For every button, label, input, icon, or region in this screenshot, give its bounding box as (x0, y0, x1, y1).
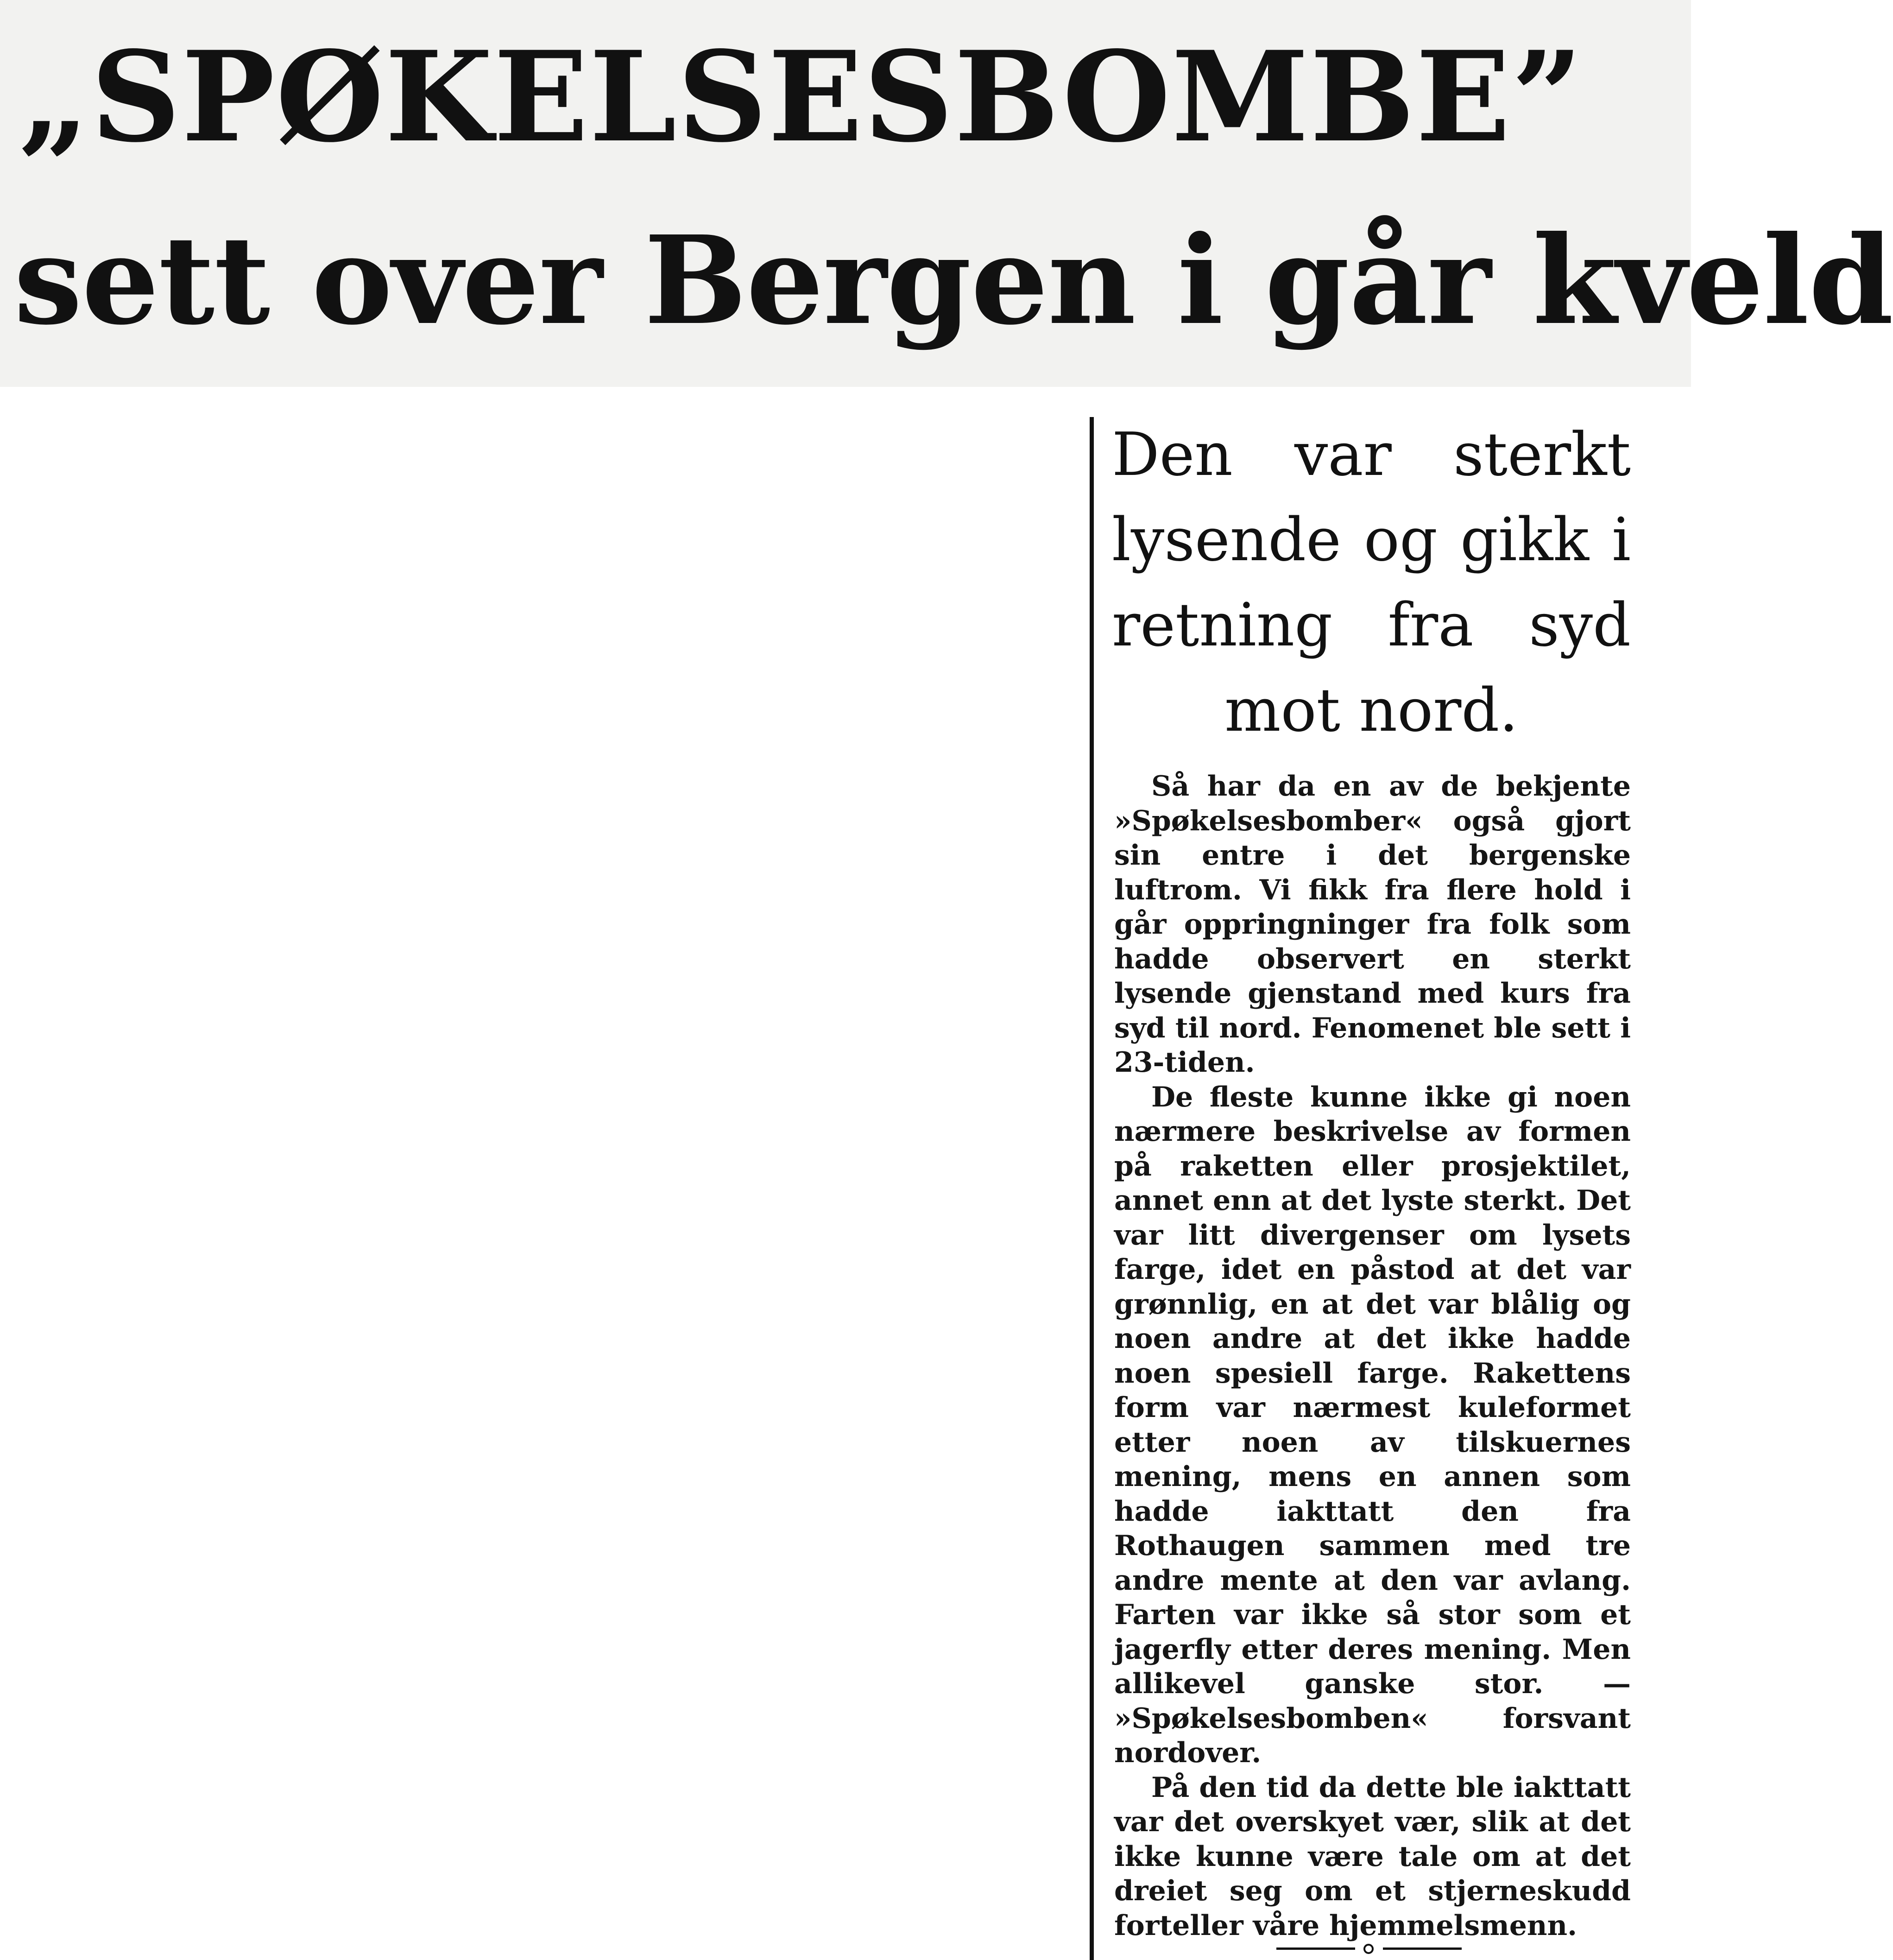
ornament-rule-right (1383, 1947, 1462, 1950)
ornament-rule-left (1276, 1947, 1355, 1950)
headline-line-2: sett over Bergen i går kveld (14, 209, 1893, 352)
article-body (1114, 769, 1631, 1943)
subheadline: Den var sterkt lysende og gikk i retning fra syd mot nord. (1112, 420, 1631, 745)
end-ornament (1276, 1944, 1462, 1953)
article-paragraph: De fleste kunne ikke gi noen nærmere beskrivelse av formen på raketten eller prosjektilet, annet enn at det lyste sterkt. Det var litt divergenser om lysets farge, idet en påstod at det var grønnlig, en at det var blålig og noen andre at det ikke hadde noen spesiell farge. Rakettens form var nærmest kuleformet etter noen av tilskuernes mening, mens en annen som hadde iakttatt den fra Rothaugen sammen med tre andre mente at den var avlang. Farten var ikke så stor som et jagerfly etter deres mening. Men allikevel ganske stor. — »Spøkelsesbomben« forsvant nordover. (1114, 1081, 1631, 1769)
article-paragraph: Så har da en av de bekjente »Spøkelsesbomber« også gjort sin entre i det bergenske luftrom. Vi fikk fra flere hold i går oppringninger fra folk som hadde observert en sterkt lysende gjenstand med kurs fra syd til nord. Fenomenet ble sett i 23-tiden. (1114, 770, 1631, 1079)
ornament-dot-icon (1363, 1944, 1374, 1954)
column-rule (1090, 417, 1094, 1960)
headline-line-1: „SPØKELSESBOMBE” (19, 24, 1584, 170)
article-paragraph: På den tid da dette ble iakttatt var det overskyet vær, slik at det ikke kunne være tale om at det dreiet seg om et stjerneskudd forteller våre hjemmelsmenn. (1114, 1771, 1631, 1942)
